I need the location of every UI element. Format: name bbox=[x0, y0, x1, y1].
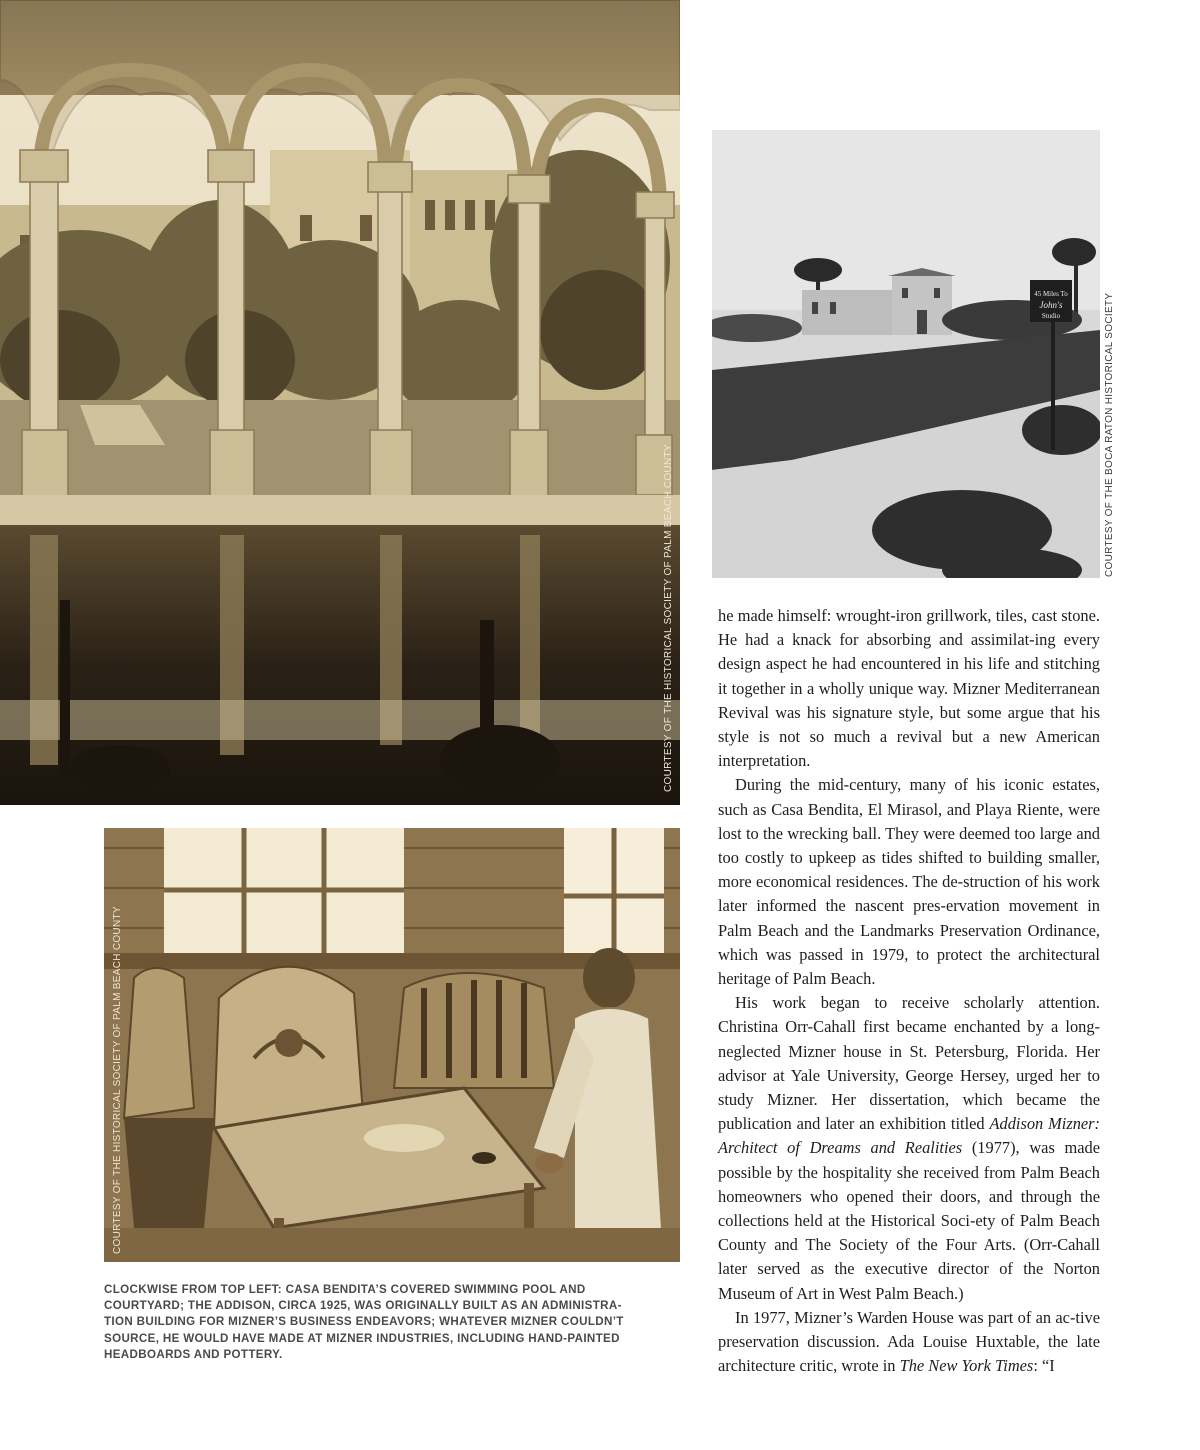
article-paragraph-3 bbox=[718, 991, 1100, 1306]
article-body bbox=[718, 604, 1100, 1379]
photo-credit-addison: COURTESY OF THE BOCA RATON HISTORICAL SOCIETY bbox=[1104, 292, 1115, 577]
article-p4-text-b: : “I bbox=[1033, 1356, 1055, 1376]
sign-text-line1: 45 Miles To bbox=[1034, 290, 1068, 298]
workshop-photo bbox=[104, 828, 680, 1262]
article-p3-text-b: (1977), was made possible by the hospitality she received from Palm Beach homeowners who opened their doors, and through the collections held at the Historical Soci-ety of Palm Beach County and The Society of the Four Arts. (Orr-Cahall later served as the executive director of the Norton Museum of Art in West Palm Beach.) bbox=[718, 1138, 1100, 1303]
photo-credit-workshop: COURTESY OF THE HISTORICAL SOCIETY OF PALM BEACH COUNTY bbox=[112, 906, 123, 1254]
article-paragraph-2: During the mid-century, many of his iconic estates, such as Casa Bendita, El Mirasol, and Playa Riente, were lost to the wrecking ball. They were deemed too large and too costly to upkeep as tides shifted to building smaller, more economical residences. The de-struction of his work later informed the nascent pres-ervation movement in Palm Beach and the Landmarks Preservation Ordinance, which was passed in 1979, to protect the architectural heritage of Palm Beach. bbox=[718, 775, 1100, 989]
sign-text-line3: Studio bbox=[1041, 312, 1061, 320]
arcade-pool-image bbox=[0, 0, 680, 805]
photo-credit-pool: COURTESY OF THE HISTORICAL SOCIETY OF PALM BEACH COUNTY bbox=[663, 444, 674, 792]
workshop-image bbox=[104, 828, 680, 1262]
article-paragraph-1: he made himself: wrought-iron grillwork, tiles, cast stone. He had a knack for absorbing and assimilat-ing every design aspect he had encountered in his life and stitching it together in a wholly unique way. Mizner Mediterranean Revival was his signature style, but some argue that his style is not so much a revival but a new American interpretation. bbox=[718, 606, 1100, 771]
sign-text-line2: John's bbox=[1039, 300, 1063, 310]
pool-courtyard-photo bbox=[0, 0, 680, 805]
newspaper-title: The New York Times bbox=[899, 1356, 1034, 1376]
article-paragraph-4 bbox=[718, 1306, 1100, 1379]
exhibition-title: Addison Mizner: Architect of Dreams and Realities bbox=[718, 1114, 1101, 1158]
photo-caption: CLOCKWISE FROM TOP LEFT: CASA BENDITA’S COVERED SWIMMING POOL AND COURTYARD; THE ADDISON, CIRCA 1925, WAS ORIGINALLY BUILT AS AN ADMINISTRA-TION BUILDING FOR MIZNER’S BUSINESS ENDEAVORS; WHATEVER MIZNER COULDN’T SOURCE, HE WOULD HAVE MADE AT MIZNER INDUSTRIES, INCLUDING HAND-PAINTED HEADBOARDS AND POTTERY. bbox=[104, 1283, 624, 1361]
article-p4-text-a: In 1977, Mizner’s Warden House was part of an ac-tive preservation discussion. Ada Louise Huxtable, the late architecture critic, wrote in bbox=[718, 1307, 1100, 1376]
addison-image bbox=[712, 130, 1100, 578]
article-p3-text-a: His work began to receive scholarly attention. Christina Orr-Cahall first became enchanted by a long-neglected Mizner house in St. Petersburg, Florida. Her advisor at Yale University, George Hersey, urged her to study Mizner. Her dissertation, which became the publication and later an exhibition titled bbox=[718, 993, 1100, 1134]
addison-building-photo bbox=[712, 130, 1100, 578]
